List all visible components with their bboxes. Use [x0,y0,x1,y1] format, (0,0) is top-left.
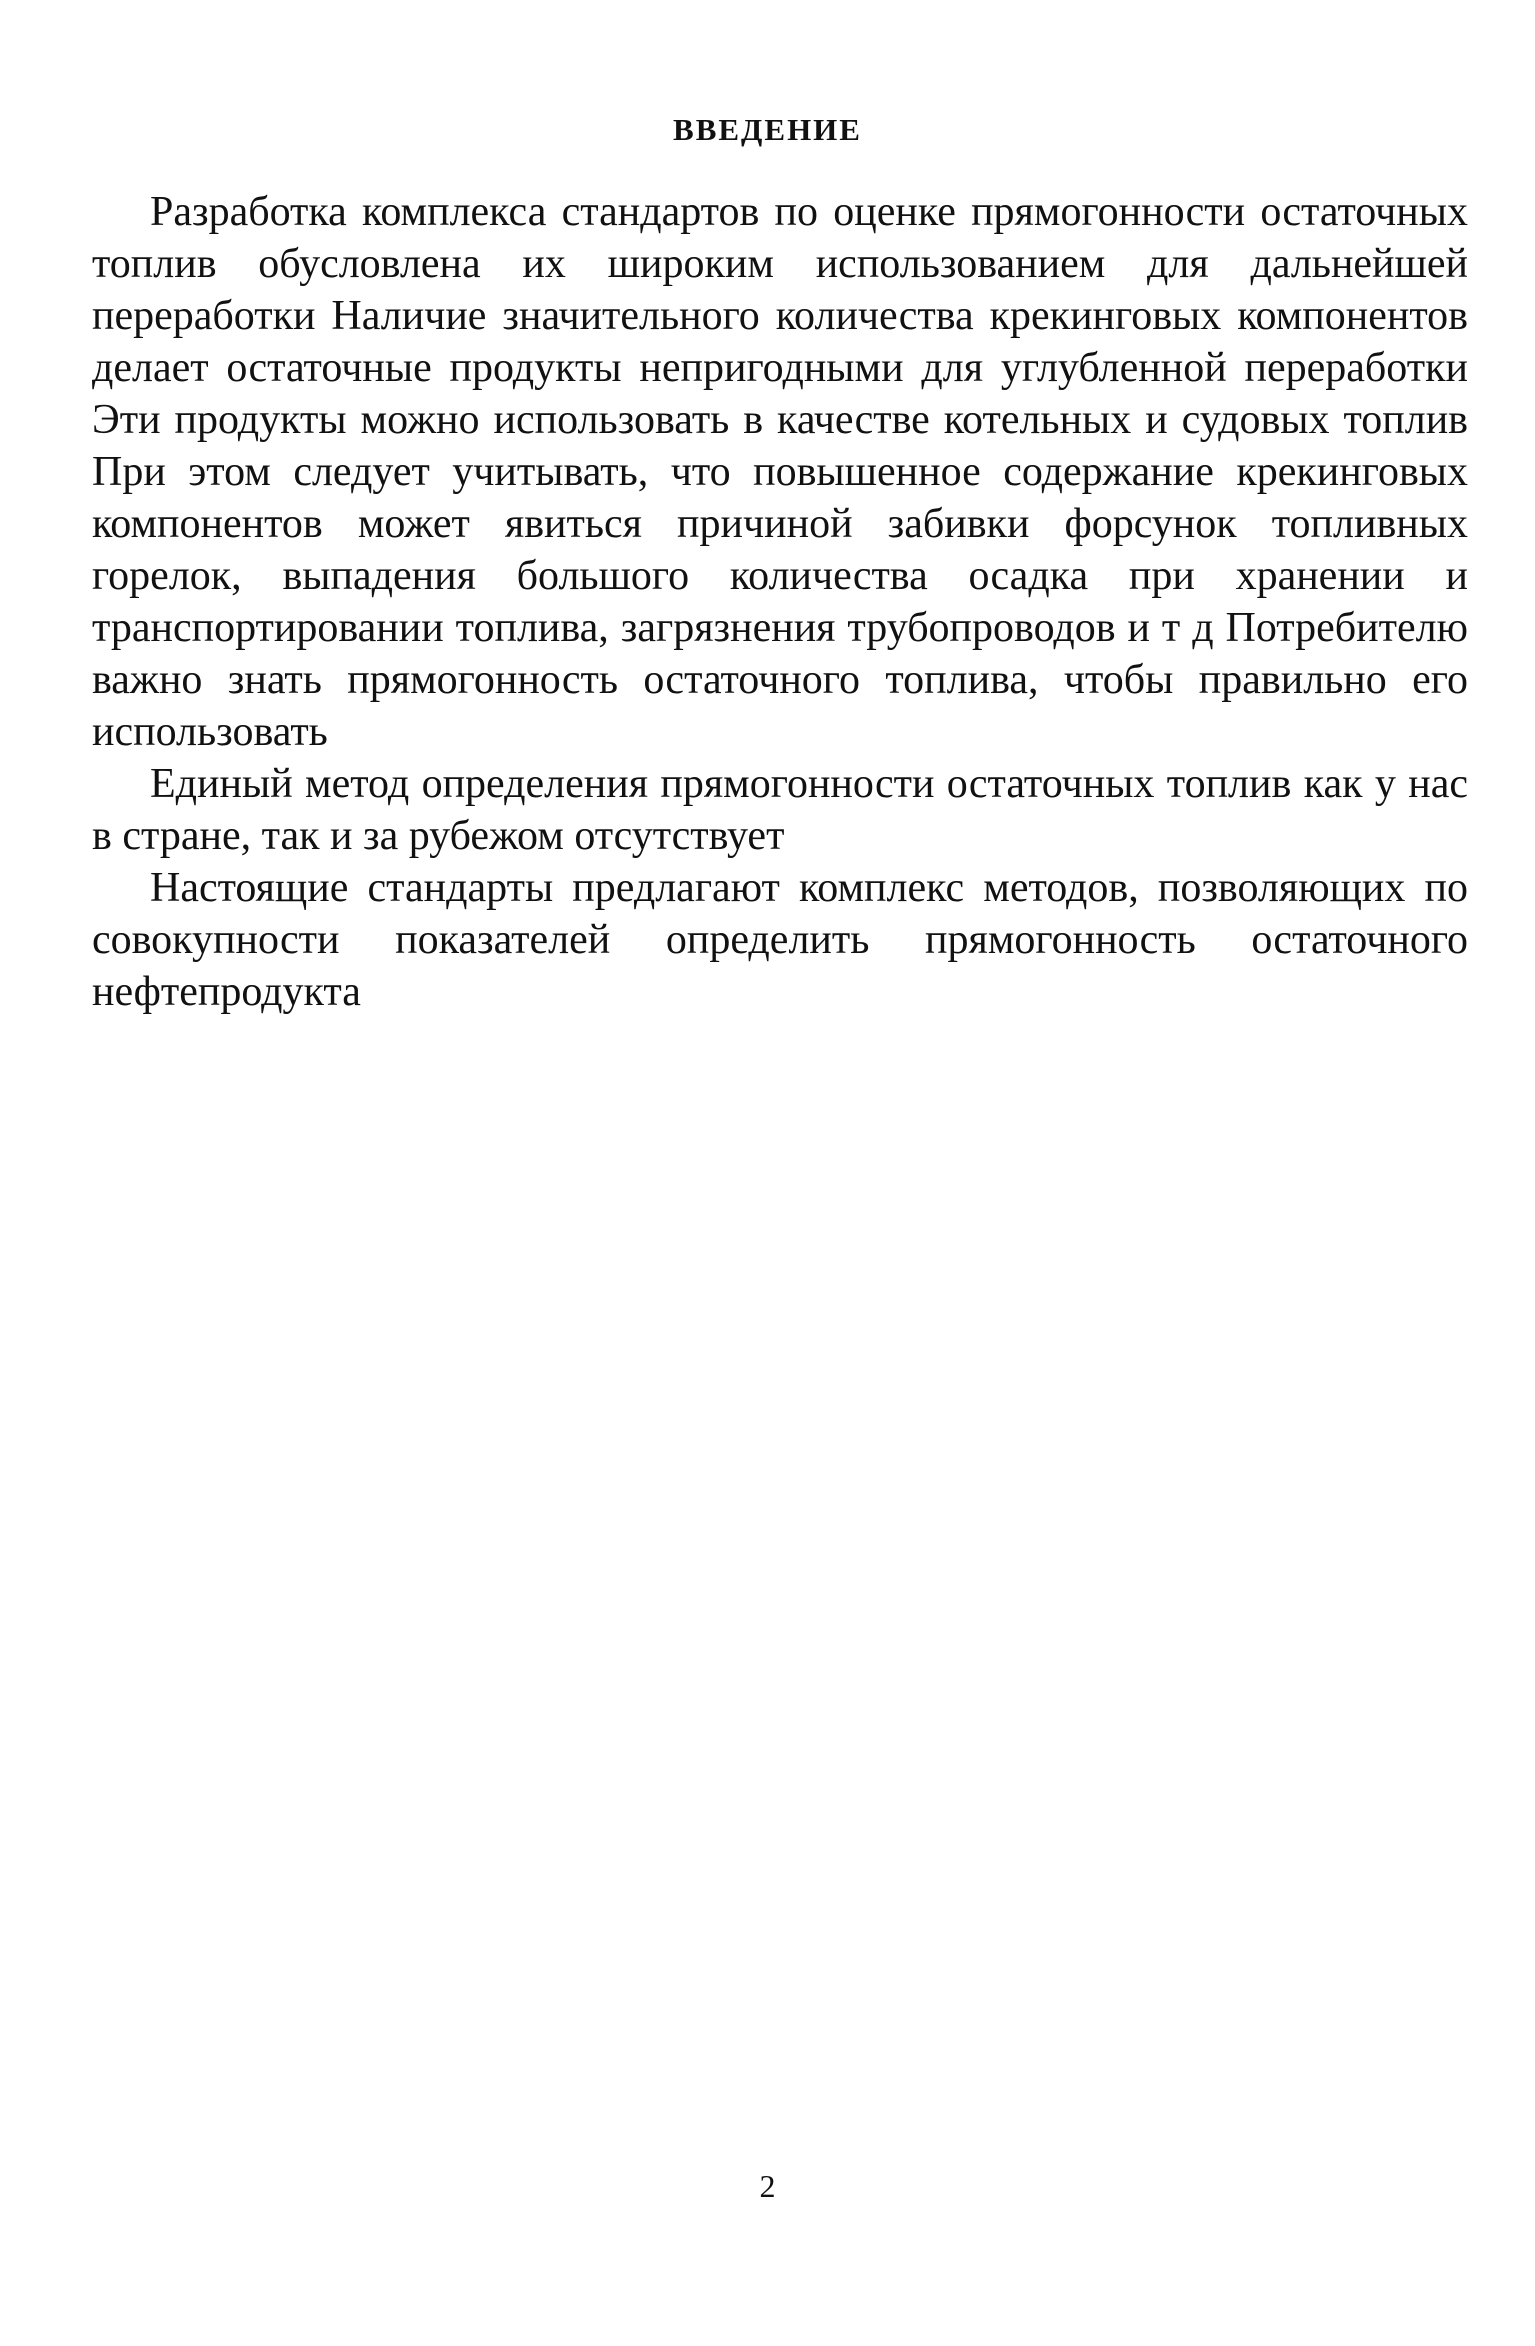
page-number: 2 [759,2168,776,2204]
section-heading: ВВЕДЕНИЕ [673,112,862,147]
paragraph-intro: Разработка комплекса стандартов по оценке прямогонности остаточных топлив обусловлена их широким использованием для дальнейшей переработки Наличие значительного количества крекинговых компонентов делает остаточные продукты непригодными для углубленной переработки Эти продукты можно использовать в качестве котельных и судовых топлив При этом следует учитывать, что повышенное содержание крекинговых компонентов может явиться причиной забивки форсунок топливных горелок, выпадения большого количества осадка при хранении и транспортировании топлива, загрязнения трубопроводов и т д Потребителю важно знать прямогонность остаточного топлива, чтобы правильно его использовать [92,189,1468,755]
body-text [92,186,1468,1018]
paragraph-standards-proposal: Настоящие стандарты предлагают комплекс методов, позволяющих по совокупности показателей определить прямогонность остаточного нефтепродукта [92,865,1468,1015]
paragraph-unified-method: Единый метод определения прямогонности остаточных топлив как у нас в стране, так и за рубежом отсутствует [92,761,1468,859]
